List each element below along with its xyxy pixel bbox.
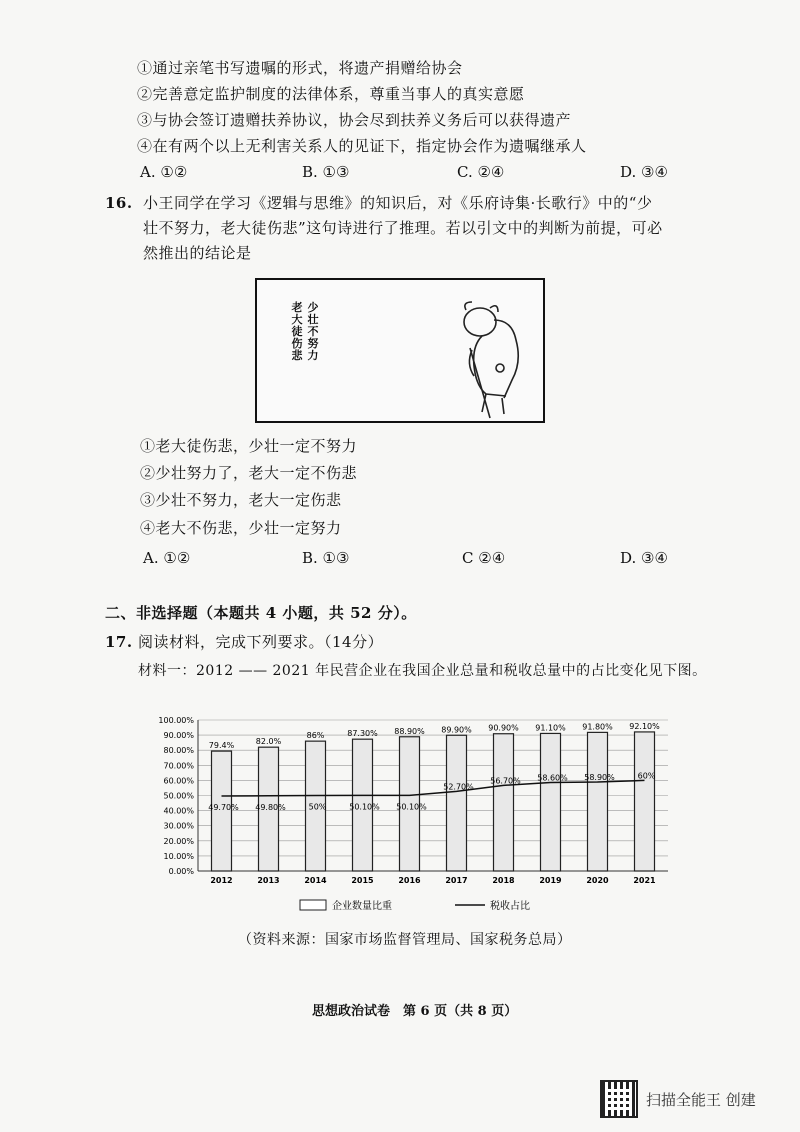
x-tick-label: 2020 <box>586 876 609 885</box>
comic-poem-left: 老大徒伤悲 <box>291 301 303 362</box>
x-tick-label: 2015 <box>351 876 374 885</box>
q16-statement-2: ②少壮努力了，老大一定不伤悲 <box>140 464 358 482</box>
x-tick-label: 2014 <box>304 876 327 885</box>
q15-statement-4: ④在有两个以上无利害关系人的见证下，指定协会作为遗嘱继承人 <box>137 137 587 155</box>
q16-statement-1: ①老大徒伤悲，少壮一定不努力 <box>140 437 358 455</box>
line-data-label: 58.90% <box>584 773 615 783</box>
y-tick-label: 0.00% <box>168 867 194 876</box>
y-tick-label: 50.00% <box>163 791 194 801</box>
bar-data-label: 86% <box>306 731 325 741</box>
legend-bar-swatch <box>300 900 326 910</box>
y-tick-label: 20.00% <box>163 836 194 846</box>
x-tick-label: 2021 <box>633 876 656 885</box>
q15-option-d[interactable]: D. ③④ <box>620 163 668 181</box>
legend-bar-label: 企业数量比重 <box>332 901 392 912</box>
bar-data-label: 91.10% <box>535 723 566 733</box>
q15-statement-1: ①通过亲笔书写遗嘱的形式，将遗产捐赠给协会 <box>137 59 463 77</box>
q16-stem-line-1: 小王同学在学习《逻辑与思维》的知识后，对《乐府诗集·长歌行》中的“少 <box>143 194 653 212</box>
x-tick-label: 2017 <box>445 876 468 885</box>
q16-option-c[interactable]: C ②④ <box>462 549 506 567</box>
bar-data-label: 91.80% <box>582 722 613 732</box>
bar-data-label: 92.10% <box>629 721 660 731</box>
line-data-label: 56.70% <box>490 776 521 786</box>
source-note: （资料来源：国家市场监督管理局、国家税务总局） <box>238 932 572 948</box>
bar-data-label: 87.30% <box>347 729 378 739</box>
comic-poem-right: 少壮不努力 <box>307 301 319 362</box>
x-tick-label: 2019 <box>539 876 562 885</box>
y-tick-label: 40.00% <box>163 806 194 816</box>
q16-stem-line-3: 然推出的结论是 <box>143 244 252 262</box>
y-tick-label: 100.00% <box>158 716 194 725</box>
bar <box>447 735 467 871</box>
y-tick-label: 60.00% <box>163 776 194 786</box>
bar-data-label: 82.0% <box>255 737 282 747</box>
q15-statement-3: ③与协会签订遗赠扶养协议，协会尽到扶养义务后可以获得遗产 <box>137 111 572 129</box>
line-data-label: 58.60% <box>537 773 568 783</box>
bar <box>635 732 655 871</box>
tax-share-line <box>222 780 645 796</box>
bar-data-label: 90.90% <box>488 723 519 733</box>
y-tick-label: 10.00% <box>163 851 194 861</box>
chart <box>150 708 680 948</box>
x-tick-label: 2016 <box>398 876 421 885</box>
qr-code-icon <box>600 1080 638 1118</box>
q15-statement-2: ②完善意定监护制度的法律体系，尊重当事人的真实意愿 <box>137 85 525 103</box>
bar-data-label: 79.4% <box>208 741 235 751</box>
page-footer: 思想政治试卷 第 6 页（共 8 页） <box>312 1004 518 1019</box>
q16-option-d[interactable]: D. ③④ <box>620 549 668 567</box>
legend-line-label: 税收占比 <box>490 901 530 912</box>
q15-option-c[interactable]: C. ②④ <box>457 163 505 181</box>
bar <box>494 734 514 871</box>
y-tick-label: 90.00% <box>163 731 194 741</box>
x-tick-label: 2018 <box>492 876 515 885</box>
line-data-label: 49.70% <box>208 802 239 812</box>
q17-number: 17. <box>105 633 133 651</box>
q15-option-a[interactable]: A. ①② <box>140 163 188 181</box>
y-tick-label: 30.00% <box>163 821 194 831</box>
scanner-watermark <box>600 1080 756 1118</box>
line-data-label: 50.10% <box>396 802 427 812</box>
x-tick-label: 2013 <box>257 876 280 885</box>
bar-data-label: 89.90% <box>441 725 472 735</box>
section-2-title: 二、非选择题（本题共 4 小题，共 52 分）。 <box>105 604 417 622</box>
line-data-label: 50.10% <box>349 802 380 812</box>
q16-number: 16. <box>105 194 133 212</box>
q16-option-a[interactable]: A. ①② <box>143 549 191 567</box>
line-data-label: 49.80% <box>255 802 286 812</box>
x-tick-label: 2012 <box>210 876 233 885</box>
bar <box>541 733 561 871</box>
q16-stem-line-2: 壮不努力，老大徒伤悲”这句诗进行了推理。若以引文中的判断为前提，可必 <box>143 219 663 237</box>
old-man-drawing <box>442 290 552 420</box>
q16-statement-3: ③少壮不努力，老大一定伤悲 <box>140 491 342 509</box>
brand-text: 扫描全能王 创建 <box>646 1090 756 1109</box>
q15-option-b[interactable]: B. ①③ <box>302 163 350 181</box>
y-tick-label: 70.00% <box>163 761 194 771</box>
bar <box>588 732 608 871</box>
y-tick-label: 80.00% <box>163 746 194 756</box>
line-data-label: 60% <box>637 771 656 781</box>
q17-material-1: 材料一：2012 —— 2021 年民营企业在我国企业总量和税收总量中的占比变化见下图。 <box>138 663 707 679</box>
bar-data-label: 88.90% <box>394 726 425 736</box>
line-data-label: 52.70% <box>443 782 474 792</box>
q16-statement-4: ④老大不伤悲，少壮一定努力 <box>140 519 342 537</box>
comic-illustration <box>255 278 545 423</box>
q16-option-b[interactable]: B. ①③ <box>302 549 350 567</box>
q17-instruction: 阅读材料，完成下列要求。（14分） <box>138 633 384 651</box>
line-data-label: 50% <box>308 802 327 812</box>
